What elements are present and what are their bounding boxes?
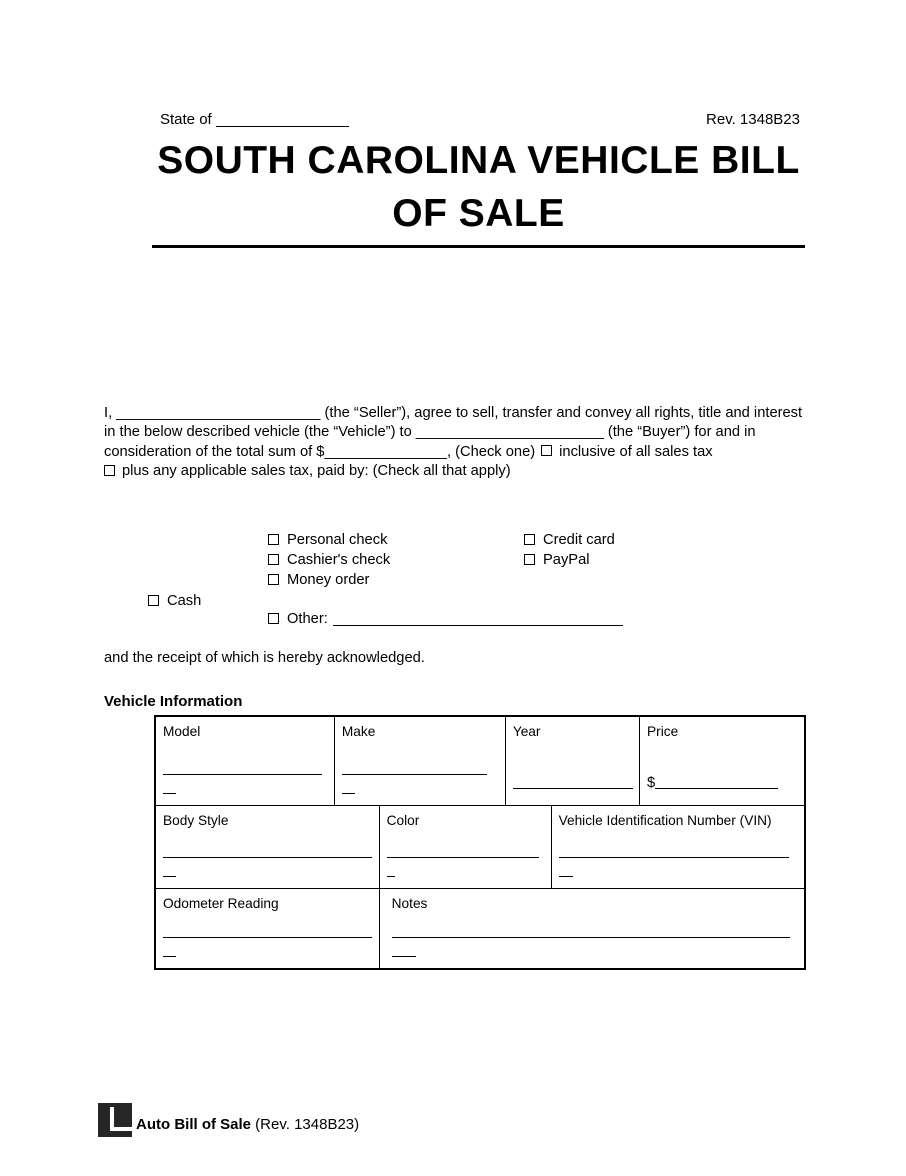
cash-label: Cash (167, 593, 202, 609)
footer-brand-rev: (Rev. 1348B23) (251, 1116, 360, 1133)
state-of-blank-field[interactable] (216, 111, 349, 127)
model-blank-field[interactable] (163, 774, 322, 775)
color-blank-field[interactable] (387, 857, 539, 858)
payment-option-money-order (268, 572, 369, 588)
personal-check-label: Personal check (287, 532, 388, 548)
model-label: Model (163, 724, 201, 739)
body-style-label: Body Style (163, 813, 229, 828)
model-blank-remnant (163, 793, 176, 794)
year-label: Year (512, 724, 541, 739)
footer-brand-line (136, 1116, 359, 1133)
notes-cell (379, 889, 804, 968)
year-cell (505, 717, 639, 805)
year-blank-field[interactable] (513, 775, 633, 789)
inclusive-sales-tax-checkbox[interactable] (541, 445, 552, 456)
odometer-blank-field[interactable] (163, 937, 372, 938)
body-style-blank-remnant (163, 876, 176, 877)
vin-blank-field[interactable] (559, 857, 789, 858)
other-checkbox[interactable] (268, 613, 279, 624)
vin-cell (551, 806, 804, 888)
revision-label: Rev. 1348B23 (706, 111, 800, 128)
odometer-blank-remnant (163, 956, 176, 957)
odometer-label: Odometer Reading (163, 896, 279, 911)
inclusive-sales-tax-label: inclusive of all sales tax (559, 443, 713, 460)
body-style-blank-field[interactable] (163, 857, 372, 858)
color-cell (379, 806, 551, 888)
body-style-cell (156, 806, 379, 888)
payment-option-credit-card (524, 532, 615, 548)
paypal-label: PayPal (543, 552, 590, 568)
cash-checkbox[interactable] (148, 595, 159, 606)
title-divider (152, 245, 805, 248)
page-title-line1: SOUTH CAROLINA VEHICLE BILL (157, 139, 800, 182)
credit-card-checkbox[interactable] (524, 534, 535, 545)
intro-paragraph (104, 404, 804, 482)
price-currency-prefix: $ (647, 775, 656, 791)
price-blank-field[interactable] (655, 775, 778, 789)
cashiers-check-checkbox[interactable] (268, 554, 279, 565)
notes-blank-field[interactable] (392, 937, 790, 938)
vin-blank-remnant (559, 876, 573, 877)
table-row (156, 888, 804, 968)
vehicle-information-heading: Vehicle Information (104, 693, 243, 710)
notes-blank-remnant (392, 956, 416, 957)
cashiers-check-label: Cashier's check (287, 552, 391, 568)
color-blank-remnant (387, 876, 395, 877)
model-cell (156, 717, 334, 805)
vehicle-information-table (154, 715, 806, 970)
page-title (152, 134, 805, 240)
plus-sales-tax-label: plus any applicable sales tax, paid by: (Check all that apply) (122, 463, 511, 480)
money-order-label: Money order (287, 572, 370, 588)
intro-text: I, _________________________ (the “Seller”), agree to sell, transfer and convey all rights, title and interest in the below described vehicle (the “Vehicle”) to _______________________ (the “Buyer”) for and in consideration of the total sum of $_______________, (Check one) (104, 405, 803, 460)
brand-logo (98, 1103, 132, 1137)
odometer-cell (156, 889, 379, 968)
make-blank-field[interactable] (342, 774, 487, 775)
payment-option-cashiers-check (268, 552, 390, 568)
make-blank-remnant (342, 793, 355, 794)
paypal-checkbox[interactable] (524, 554, 535, 565)
payment-option-paypal (524, 552, 590, 568)
payment-option-other (268, 610, 623, 627)
personal-check-checkbox[interactable] (268, 534, 279, 545)
vin-label: Vehicle Identification Number (VIN) (558, 813, 772, 828)
footer-brand-name: Auto Bill of Sale (136, 1116, 252, 1133)
money-order-checkbox[interactable] (268, 574, 279, 585)
credit-card-label: Credit card (543, 532, 615, 548)
price-cell (639, 717, 804, 805)
notes-label: Notes (391, 896, 428, 911)
make-cell (334, 717, 505, 805)
state-of-line (160, 111, 349, 128)
state-of-label: State of (160, 111, 212, 128)
other-blank-field[interactable] (333, 610, 623, 626)
make-label: Make (341, 724, 376, 739)
payment-option-cash (148, 593, 201, 609)
price-label: Price (647, 724, 679, 739)
plus-sales-tax-checkbox[interactable] (104, 465, 115, 476)
receipt-acknowledgement: and the receipt of which is hereby acknowledged. (104, 650, 425, 666)
logo-l-icon (110, 1107, 132, 1131)
table-row (156, 805, 804, 888)
color-label: Color (386, 813, 420, 828)
other-label: Other: (287, 611, 328, 627)
payment-option-personal-check (268, 532, 387, 548)
table-row (156, 717, 804, 805)
page-title-line2: OF SALE (392, 192, 565, 235)
